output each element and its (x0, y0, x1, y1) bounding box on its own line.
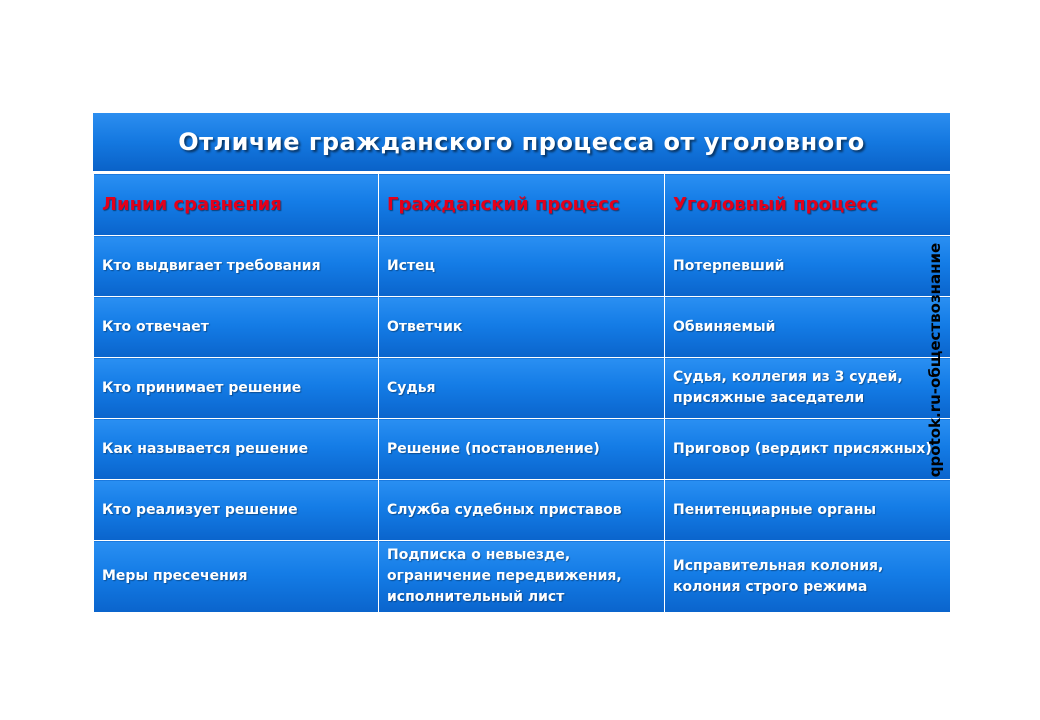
civil-cell: Решение (постановление) (379, 419, 665, 480)
criminal-cell: Обвиняемый (665, 297, 951, 358)
civil-cell: Истец (379, 236, 665, 297)
comparison-table (93, 173, 951, 613)
table-row (94, 419, 951, 480)
table-row (94, 297, 951, 358)
civil-cell: Судья (379, 358, 665, 419)
criminal-cell: Исправительная колония, колония строго режима (665, 541, 951, 613)
criterion-cell: Кто принимает решение (94, 358, 379, 419)
criminal-cell: Судья, коллегия из 3 судей, присяжные заседатели (665, 358, 951, 419)
page-title: Отличие гражданского процесса от уголовного (178, 128, 865, 156)
criminal-cell: Приговор (вердикт присяжных) (665, 419, 951, 480)
criminal-cell: Потерпевший (665, 236, 951, 297)
table-row (94, 358, 951, 419)
criterion-cell: Меры пресечения (94, 541, 379, 613)
criminal-cell: Пенитенциарные органы (665, 480, 951, 541)
watermark (924, 238, 946, 482)
civil-cell: Ответчик (379, 297, 665, 358)
header-cell-criteria: Линии сравнения (94, 174, 379, 236)
watermark-text: qpotok.ru-обществознание (926, 242, 944, 478)
table-row (94, 541, 951, 613)
table-row (94, 480, 951, 541)
criterion-cell: Кто выдвигает требования (94, 236, 379, 297)
civil-cell: Служба судебных приставов (379, 480, 665, 541)
criterion-cell: Кто реализует решение (94, 480, 379, 541)
criterion-cell: Кто отвечает (94, 297, 379, 358)
comparison-slide (93, 113, 950, 613)
header-cell-criminal: Уголовный процесс (665, 174, 951, 236)
civil-cell: Подписка о невыезде, ограничение передвижения, исполнительный лист (379, 541, 665, 613)
table-header-row (94, 174, 951, 236)
header-cell-civil: Гражданский процесс (379, 174, 665, 236)
title-bar (93, 113, 950, 173)
criterion-cell: Как называется решение (94, 419, 379, 480)
table-row (94, 236, 951, 297)
